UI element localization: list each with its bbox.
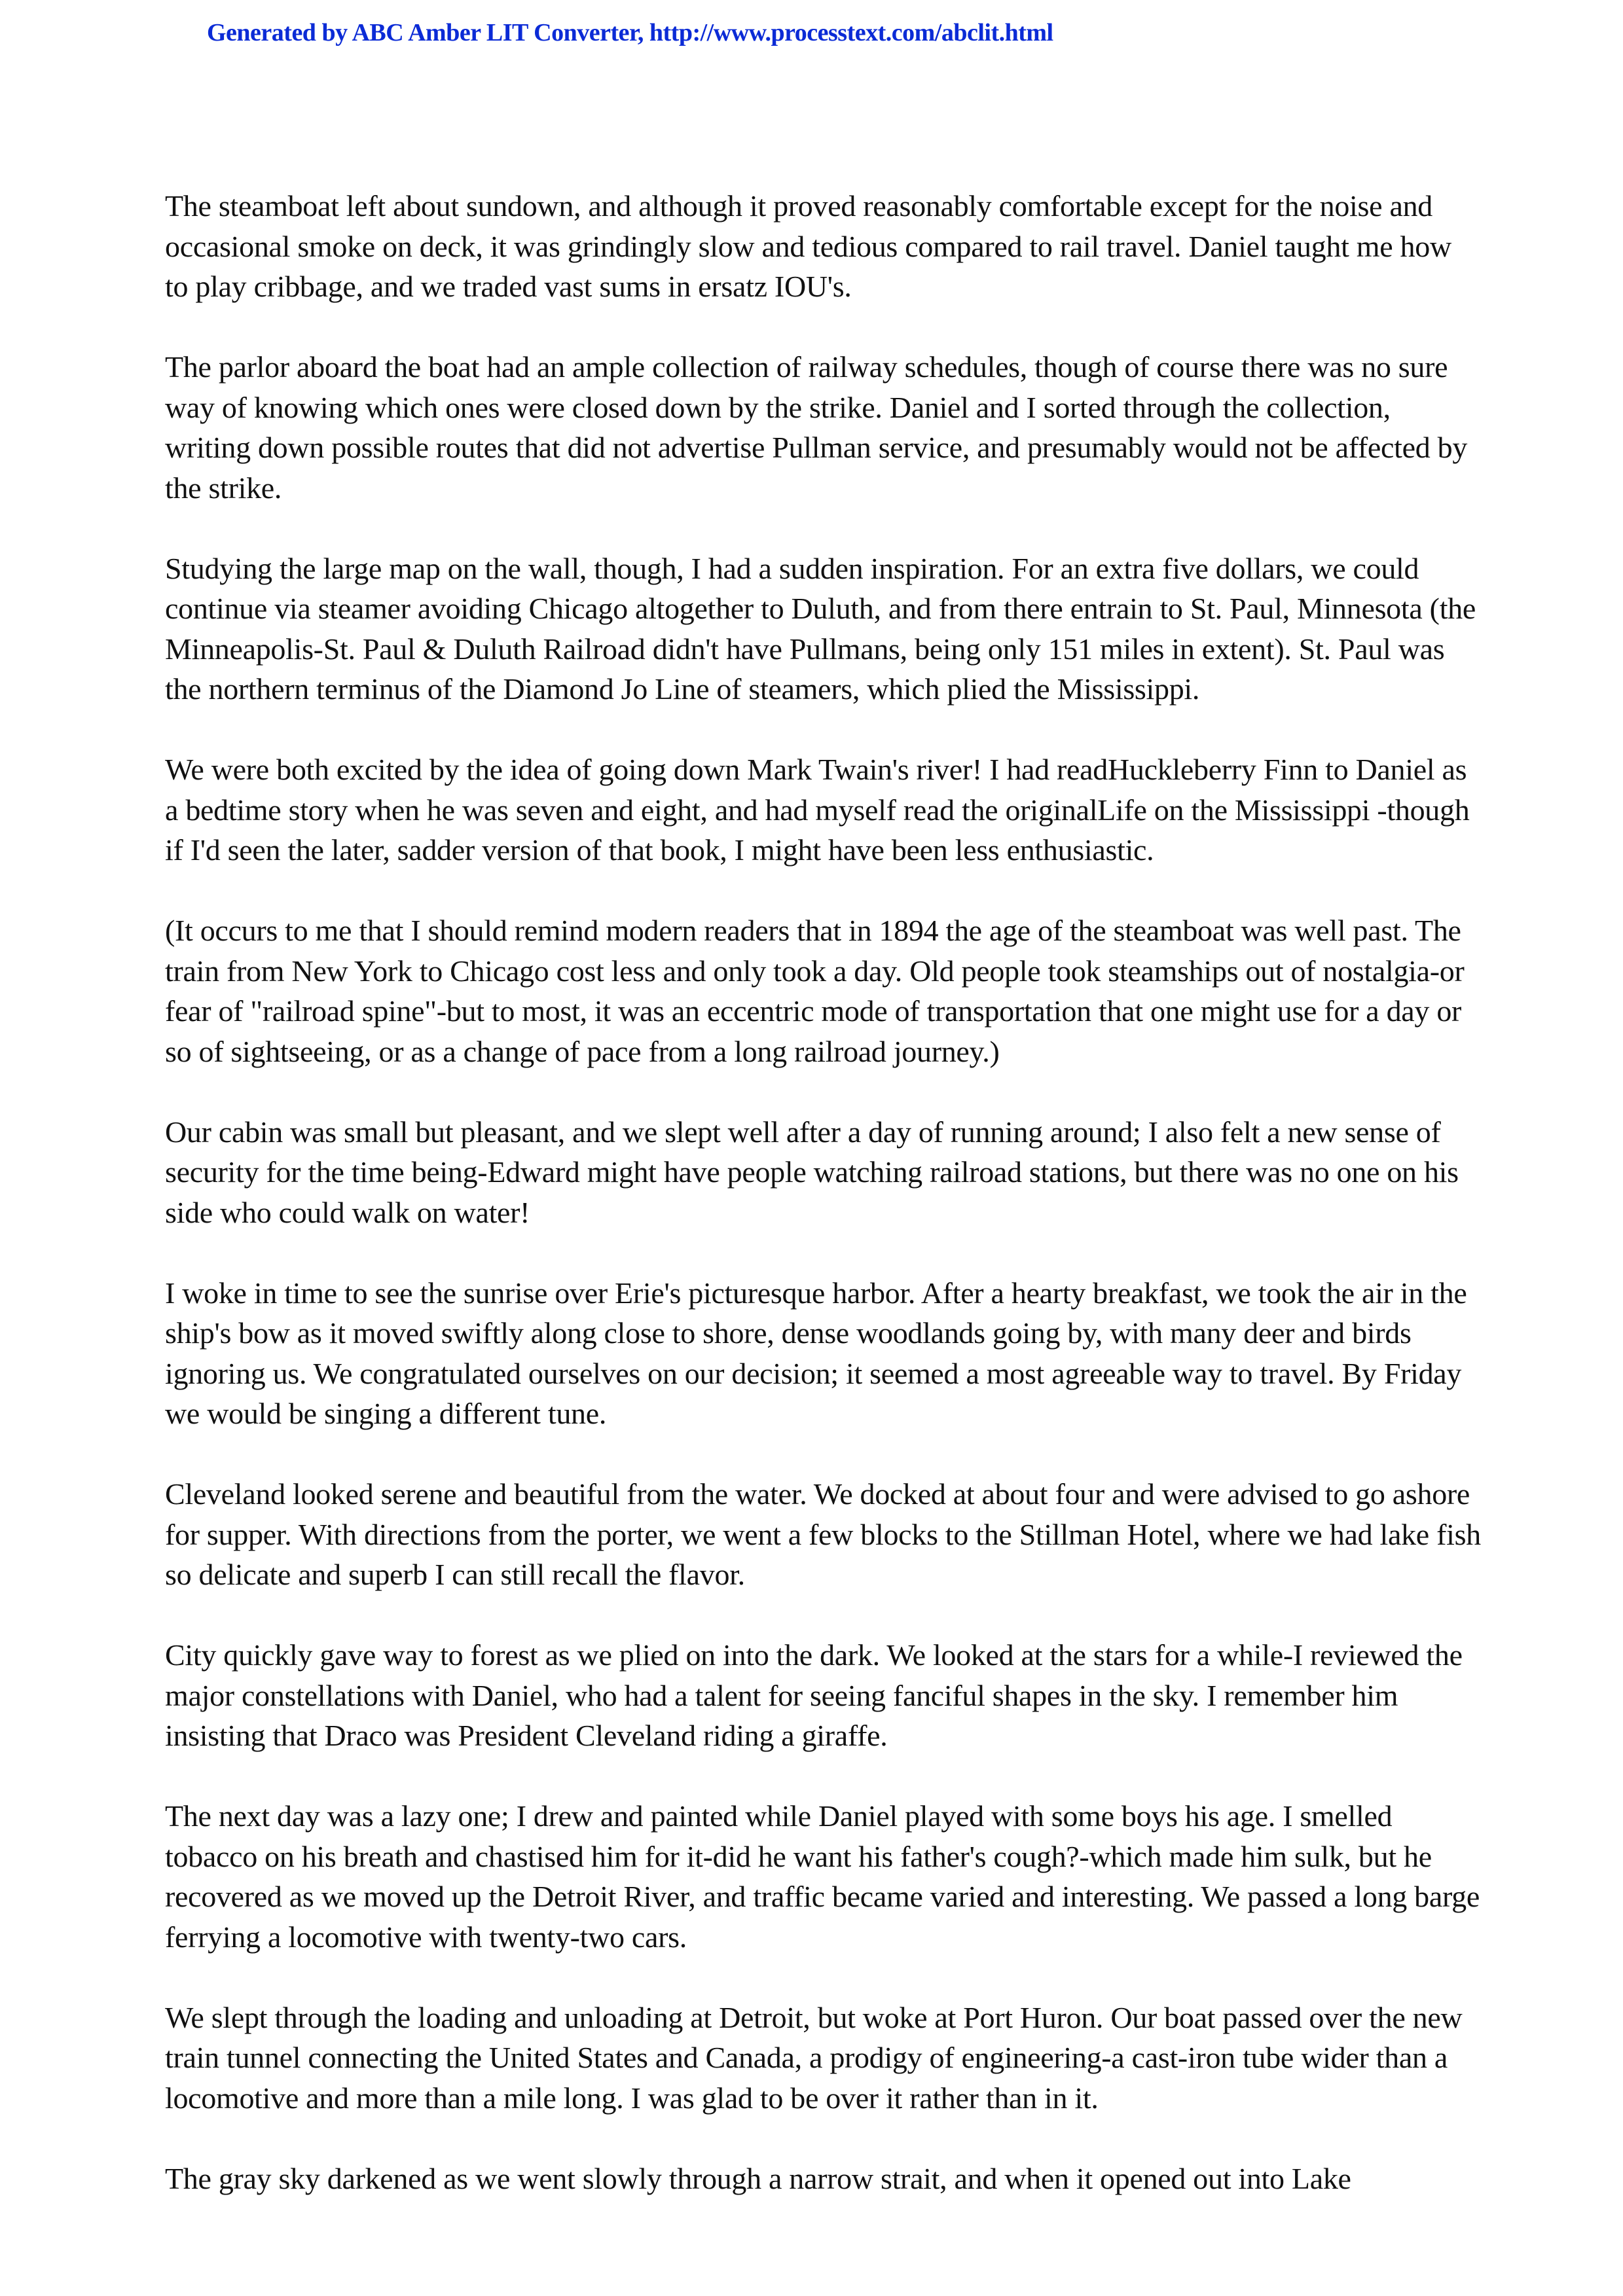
paragraph-9: City quickly gave way to forest as we plied on into the dark. We looked at the stars for a while-I reviewed the major constellations with Daniel, who had a talent for seeing fanciful shapes in the sky. I remember him insisting that Draco was President Cleveland riding a giraffe. <box>165 1638 1463 1752</box>
paragraph-5: (It occurs to me that I should remind modern readers that in 1894 the age of the steamboat was well past. The train from New York to Chicago cost less and only took a day. Old people took steamships out of nostalgia-or fear of "railroad spine"-but to most, it was an eccentric mode of transportation that one might use for a day or so of sightseeing, or as a change of pace from a long railroad journey.) <box>165 914 1465 1068</box>
paragraph-4: We were both excited by the idea of going down Mark Twain's river! I had readHuckleberry Finn to Daniel as a bedtime story when he was seven and eight, and had myself read the originalLife on the Mississippi -though if I'd seen the later, sadder version of that book, I might have been less enthusiastic. <box>165 753 1470 867</box>
paragraph-7: I woke in time to see the sunrise over Erie's picturesque harbor. After a hearty breakfast, we took the air in the ship's bow as it moved swiftly along close to shore, dense woodlands going by, with many deer and birds ignoring us. We congratulated ourselves on our decision; it seemed a most agreeable way to travel. By Friday we would be singing a different tune. <box>165 1276 1467 1430</box>
paragraph-1: The steamboat left about sundown, and although it proved reasonably comfortable except for the noise and occasional smoke on deck, it was grindingly slow and tedious compared to rail travel. Daniel taught me how to play cribbage, and we traded vast sums in ersatz IOU's. <box>165 189 1451 303</box>
paragraph-11: We slept through the loading and unloading at Detroit, but woke at Port Huron. Our boat passed over the new train tunnel connecting the United States and Canada, a prodigy of engineering-a cast-iron tube wider than a locomotive and more than a mile long. I was glad to be over it rather than in it. <box>165 2000 1463 2115</box>
paragraph-12: The gray sky darkened as we went slowly through a narrow strait, and when it opened out into Lake <box>165 2161 1351 2195</box>
generator-header: Generated by ABC Amber LIT Converter, http://www.processtext.com/abclit.html <box>207 19 1053 46</box>
paragraph-8: Cleveland looked serene and beautiful from the water. We docked at about four and were advised to go ashore for supper. With directions from the porter, we went a few blocks to the Stillman Hotel, where we had lake fish so delicate and superb I can still recall the flavor. <box>165 1477 1481 1591</box>
document-body <box>165 186 1481 2239</box>
paragraph-2: The parlor aboard the boat had an ample collection of railway schedules, though of course there was no sure way of knowing which ones were closed down by the strike. Daniel and I sorted through the collection, writing down possible routes that did not advertise Pullman service, and presumably would not be affected by the strike. <box>165 350 1468 505</box>
paragraph-6: Our cabin was small but pleasant, and we slept well after a day of running around; I also felt a new sense of security for the time being-Edward might have people watching railroad stations, but there was no one on his side who could walk on water! <box>165 1115 1459 1229</box>
paragraph-3: Studying the large map on the wall, though, I had a sudden inspiration. For an extra five dollars, we could continue via steamer avoiding Chicago altogether to Duluth, and from there entrain to St. Paul, Minnesota (the Minneapolis-St. Paul & Duluth Railroad didn't have Pullmans, being only 151 miles in extent). St. Paul was the northern terminus of the Diamond Jo Line of steamers, which plied the Mississippi. <box>165 551 1476 706</box>
paragraph-10: The next day was a lazy one; I drew and painted while Daniel played with some boys his age. I smelled tobacco on his breath and chastised him for it-did he want his father's cough?-which made him sulk, but he recovered as we moved up the Detroit River, and traffic became varied and interesting. We passed a long barge ferrying a locomotive with twenty-two cars. <box>165 1799 1480 1954</box>
